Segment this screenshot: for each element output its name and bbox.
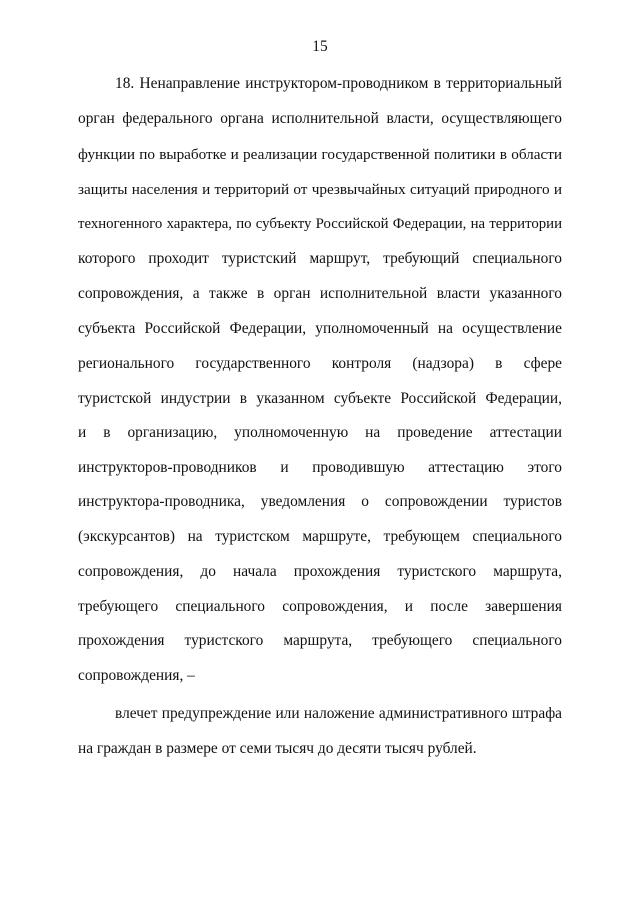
paragraph-line: прохождения туристского маршрута, требующего специального xyxy=(78,632,562,649)
paragraph-line: регионального государственного контроля (надзора) в сфере xyxy=(78,355,562,372)
page-number: 15 xyxy=(312,38,328,55)
paragraph-line: влечет предупреждение или наложение административного штрафа xyxy=(115,705,562,722)
paragraph-line: защиты населения и территорий от чрезвычайных ситуаций природного и xyxy=(78,181,562,198)
paragraph-line: которого проходит туристский маршрут, требующий специального xyxy=(78,250,562,267)
paragraph-line: инструктора-проводника, уведомления о сопровождении туристов xyxy=(78,493,562,510)
paragraph-line: и в организацию, уполномоченную на проведение аттестации xyxy=(78,424,562,441)
paragraph-line: сопровождения, – xyxy=(78,667,195,684)
paragraph-line: функции по выработке и реализации государственной политики в области xyxy=(78,146,562,163)
paragraph-line: 18. Ненаправление инструктором-проводником в территориальный xyxy=(115,75,562,92)
paragraph-line: субъекта Российской Федерации, уполномоченный на осуществление xyxy=(78,320,562,337)
paragraph-line: туристской индустрии в указанном субъекте Российской Федерации, xyxy=(78,390,562,407)
paragraph-line: инструкторов-проводников и проводившую аттестацию этого xyxy=(78,459,562,476)
paragraph-line: сопровождения, до начала прохождения туристского маршрута, xyxy=(78,563,562,580)
paragraph-line: на граждан в размере от семи тысяч до десяти тысяч рублей. xyxy=(78,740,477,757)
paragraph-line: (экскурсантов) на туристском маршруте, требующем специального xyxy=(78,528,562,545)
paragraph-line: техногенного характера, по субъекту Российской Федерации, на территории xyxy=(78,216,562,232)
paragraph-line: сопровождения, а также в орган исполнительной власти указанного xyxy=(78,285,562,302)
paragraph-line: требующего специального сопровождения, и после завершения xyxy=(78,598,562,615)
paragraph-line: орган федерального органа исполнительной власти, осуществляющего xyxy=(78,110,562,127)
